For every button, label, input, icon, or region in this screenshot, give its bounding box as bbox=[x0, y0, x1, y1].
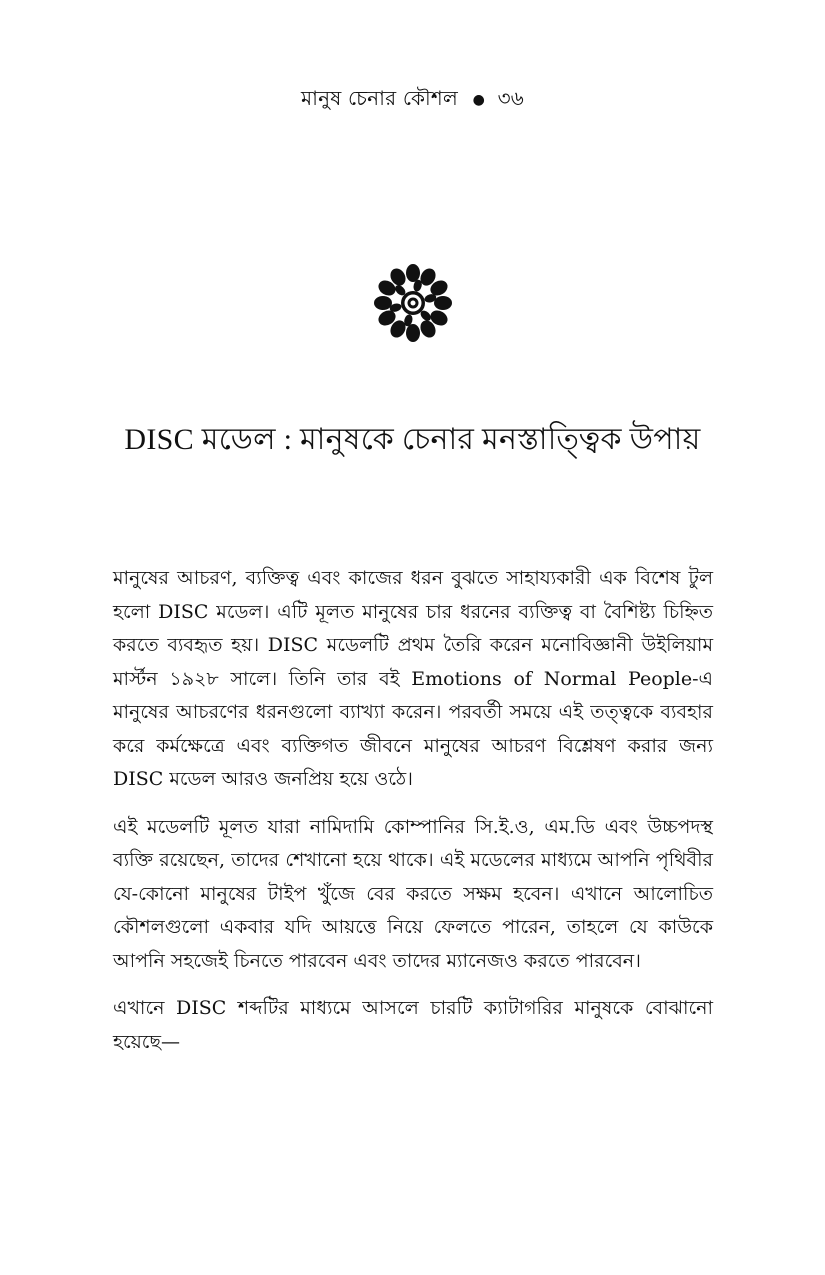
chapter-title: DISC মডেল : মানুষকে চেনার মনস্তাত্ত্বিক উপায় bbox=[124, 423, 701, 456]
body-text bbox=[113, 562, 713, 1073]
flower-ornament-icon bbox=[372, 262, 454, 344]
running-header bbox=[0, 84, 825, 117]
paragraph: এই মডেলটি মূলত যারা নামিদামি কোম্পানির সি.ই.ও, এম.ডি এবং উচ্চপদস্থ ব্যক্তি রয়েছেন, তাদের শেখানো হয়ে থাকে। এই মডেলের মাধ্যমে আপনি পৃথিবীর যে-কোনো মানুষের টাইপ খুঁজে বের করতে সক্ষম হবেন। এখানে আলোচিত কৌশলগুলো একবার যদি আয়ত্তে নিয়ে ফেলতে পারেন, তাহলে যে কাউকে আপনি সহজেই চিনতে পারবেন এবং তাদের ম্যানেজও করতে পারবেন। bbox=[113, 815, 713, 972]
page-number: ৩৬ bbox=[497, 86, 524, 110]
bullet-separator: ● bbox=[472, 91, 485, 108]
book-title: মানুষ চেনার কৌশল bbox=[301, 86, 459, 110]
paragraph: এখানে DISC শব্দটির মাধ্যমে আসলে চারটি ক্যাটাগরির মানুষকে বোঝানো হয়েছে— bbox=[113, 997, 713, 1053]
paragraph: মানুষের আচরণ, ব্যক্তিত্ব এবং কাজের ধরন বুঝতে সাহায্যকারী এক বিশেষ টুল হলো DISC মডেল। এটি মূলত মানুষের চার ধরনের ব্যক্তিত্ব বা বৈশিষ্ট্য চিহ্নিত করতে ব্যবহৃত হয়। DISC মডেলটি প্রথম তৈরি করেন মনোবিজ্ঞানী উইলিয়াম মার্স্টন ১৯২৮ সালে। তিনি তার বই Emotions of Normal People-এ মানুষের আচরণের ধরনগুলো ব্যাখ্যা করেন। পরবর্তী সময়ে এই তত্ত্বকে ব্যবহার করে কর্মক্ষেত্রে এবং ব্যক্তিগত জীবনে মানুষের আচরণ বিশ্লেষণ করার জন্য DISC মডেল আরও জনপ্রিয় হয়ে ওঠে। bbox=[113, 567, 713, 790]
